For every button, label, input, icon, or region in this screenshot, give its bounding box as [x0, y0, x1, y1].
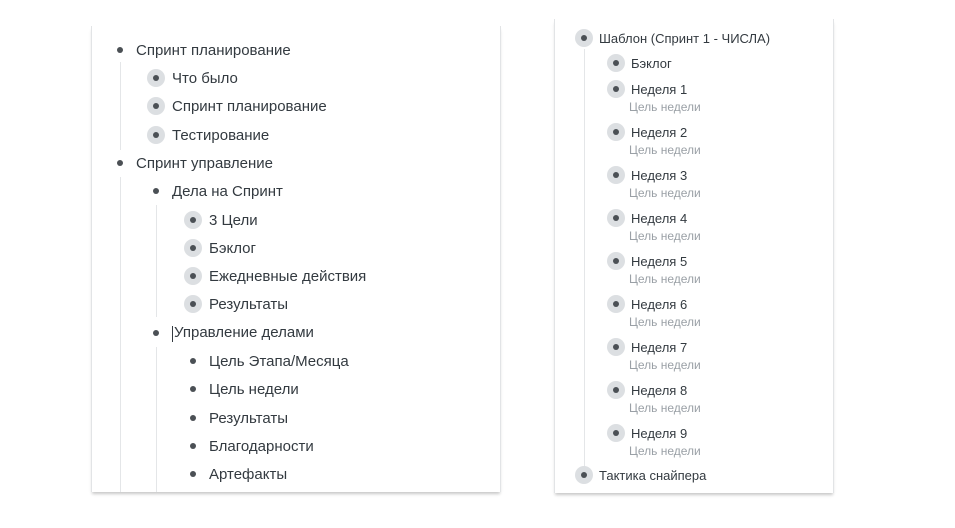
item-note[interactable]: Цель недели — [629, 315, 701, 329]
collapsed-bullet-icon[interactable] — [607, 166, 625, 184]
indent-guide — [156, 205, 157, 317]
item-label[interactable]: Управление делами — [174, 324, 314, 342]
outline-item-testing[interactable] — [147, 124, 269, 146]
outline-item-backlog[interactable] — [607, 53, 672, 73]
bullet-icon[interactable] — [184, 465, 202, 483]
item-label[interactable]: Неделя 1 — [631, 81, 688, 97]
collapsed-bullet-icon[interactable] — [147, 69, 165, 87]
item-label[interactable]: Ежедневные действия — [209, 267, 367, 285]
collapsed-bullet-icon[interactable] — [607, 123, 625, 141]
outline-panel-left — [91, 26, 501, 492]
item-label[interactable]: Спринт планирование — [136, 41, 291, 59]
item-note[interactable]: Цель недели — [629, 229, 701, 243]
bullet-icon[interactable] — [147, 324, 165, 342]
collapsed-bullet-icon[interactable] — [607, 424, 625, 442]
item-label[interactable]: Неделя 7 — [631, 339, 688, 355]
outline-item-results[interactable] — [184, 293, 288, 315]
bullet-icon[interactable] — [111, 41, 129, 59]
collapsed-bullet-icon[interactable] — [607, 54, 625, 72]
outline-item-week-7[interactable] — [607, 337, 687, 357]
outline-item-week-8[interactable] — [607, 380, 687, 400]
outline-item-task-management[interactable] — [147, 322, 314, 344]
bullet-icon[interactable] — [184, 437, 202, 455]
item-label[interactable]: Цель недели — [209, 380, 299, 398]
outline-item-sprint-management[interactable] — [111, 152, 273, 174]
collapsed-bullet-icon[interactable] — [607, 381, 625, 399]
collapsed-bullet-icon[interactable] — [184, 295, 202, 313]
item-label[interactable]: Неделя 4 — [631, 210, 688, 226]
collapsed-bullet-icon[interactable] — [607, 338, 625, 356]
outline-item-sprint-planning[interactable] — [111, 39, 291, 61]
item-label[interactable]: Результаты — [209, 409, 288, 427]
outline-item-artifacts[interactable] — [184, 463, 287, 485]
item-label[interactable]: 3 Цели — [209, 211, 258, 229]
item-note[interactable]: Цель недели — [629, 272, 701, 286]
outline-item-week-4[interactable] — [607, 208, 687, 228]
collapsed-bullet-icon[interactable] — [184, 211, 202, 229]
item-label[interactable]: Тактика снайпера — [599, 467, 707, 483]
item-label[interactable]: Бэклог — [631, 55, 672, 71]
outline-item-sprint-planning-sub[interactable] — [147, 95, 327, 117]
outline-item-week-6[interactable] — [607, 294, 687, 314]
item-label[interactable]: Неделя 8 — [631, 382, 688, 398]
collapsed-bullet-icon[interactable] — [184, 239, 202, 257]
item-label[interactable]: Неделя 9 — [631, 425, 688, 441]
outline-item-daily-actions[interactable] — [184, 265, 366, 287]
outline-item-template[interactable] — [575, 28, 770, 48]
outline-item-week-goal[interactable] — [184, 378, 299, 400]
item-label[interactable]: Тестирование — [172, 126, 270, 144]
bullet-icon[interactable] — [111, 154, 129, 172]
outline-item-week-2[interactable] — [607, 122, 687, 142]
outline-item-week-3[interactable] — [607, 165, 687, 185]
outline-panel-right — [554, 19, 834, 493]
indent-guide — [120, 62, 121, 150]
item-label[interactable]: Неделя 2 — [631, 124, 688, 140]
outline-item-gratitude[interactable] — [184, 435, 314, 457]
item-note[interactable]: Цель недели — [629, 186, 701, 200]
item-label[interactable]: Что было — [172, 69, 238, 87]
collapsed-bullet-icon[interactable] — [575, 466, 593, 484]
item-label[interactable]: Артефакты — [209, 465, 288, 483]
indent-guide — [156, 347, 157, 492]
bullet-icon[interactable] — [184, 380, 202, 398]
indent-guide — [120, 177, 121, 492]
collapsed-bullet-icon[interactable] — [147, 97, 165, 115]
outline-item-results-2[interactable] — [184, 407, 288, 429]
item-label[interactable]: Результаты — [209, 295, 288, 313]
collapsed-bullet-icon[interactable] — [607, 209, 625, 227]
item-label[interactable]: Спринт планирование — [172, 97, 327, 115]
outline-item-sprint-tasks[interactable] — [147, 180, 283, 202]
outline-item-what-was[interactable] — [147, 67, 238, 89]
item-label[interactable]: Дела на Спринт — [172, 182, 283, 200]
outline-item-stage-goal[interactable] — [184, 350, 349, 372]
outline-item-backlog[interactable] — [184, 237, 256, 259]
collapsed-bullet-icon[interactable] — [147, 126, 165, 144]
bullet-icon[interactable] — [184, 352, 202, 370]
bullet-icon[interactable] — [184, 409, 202, 427]
bullet-icon[interactable] — [147, 182, 165, 200]
item-note[interactable]: Цель недели — [629, 444, 701, 458]
item-label[interactable]: Спринт управление — [136, 154, 274, 172]
collapsed-bullet-icon[interactable] — [184, 267, 202, 285]
item-note[interactable]: Цель недели — [629, 358, 701, 372]
item-note[interactable]: Цель недели — [629, 100, 701, 114]
collapsed-bullet-icon[interactable] — [607, 295, 625, 313]
outline-item-sniper-tactics[interactable] — [575, 465, 706, 485]
item-label[interactable]: Неделя 3 — [631, 167, 688, 183]
outline-item-week-5[interactable] — [607, 251, 687, 271]
item-label-editing[interactable] — [172, 324, 314, 341]
item-label[interactable]: Неделя 6 — [631, 296, 688, 312]
item-label[interactable]: Цель Этапа/Месяца — [209, 352, 349, 370]
outline-item-week-9[interactable] — [607, 423, 687, 443]
collapsed-bullet-icon[interactable] — [575, 29, 593, 47]
item-label[interactable]: Шаблон (Спринт 1 - ЧИСЛА) — [599, 30, 771, 46]
collapsed-bullet-icon[interactable] — [607, 252, 625, 270]
indent-guide — [584, 49, 585, 472]
item-note[interactable]: Цель недели — [629, 143, 701, 157]
collapsed-bullet-icon[interactable] — [607, 80, 625, 98]
text-cursor — [172, 326, 173, 342]
item-label[interactable]: Бэклог — [209, 239, 256, 257]
outline-item-3-goals[interactable] — [184, 209, 258, 231]
item-note[interactable]: Цель недели — [629, 401, 701, 415]
item-label[interactable]: Неделя 5 — [631, 253, 688, 269]
outline-item-week-1[interactable] — [607, 79, 687, 99]
item-label[interactable]: Благодарности — [209, 437, 314, 455]
